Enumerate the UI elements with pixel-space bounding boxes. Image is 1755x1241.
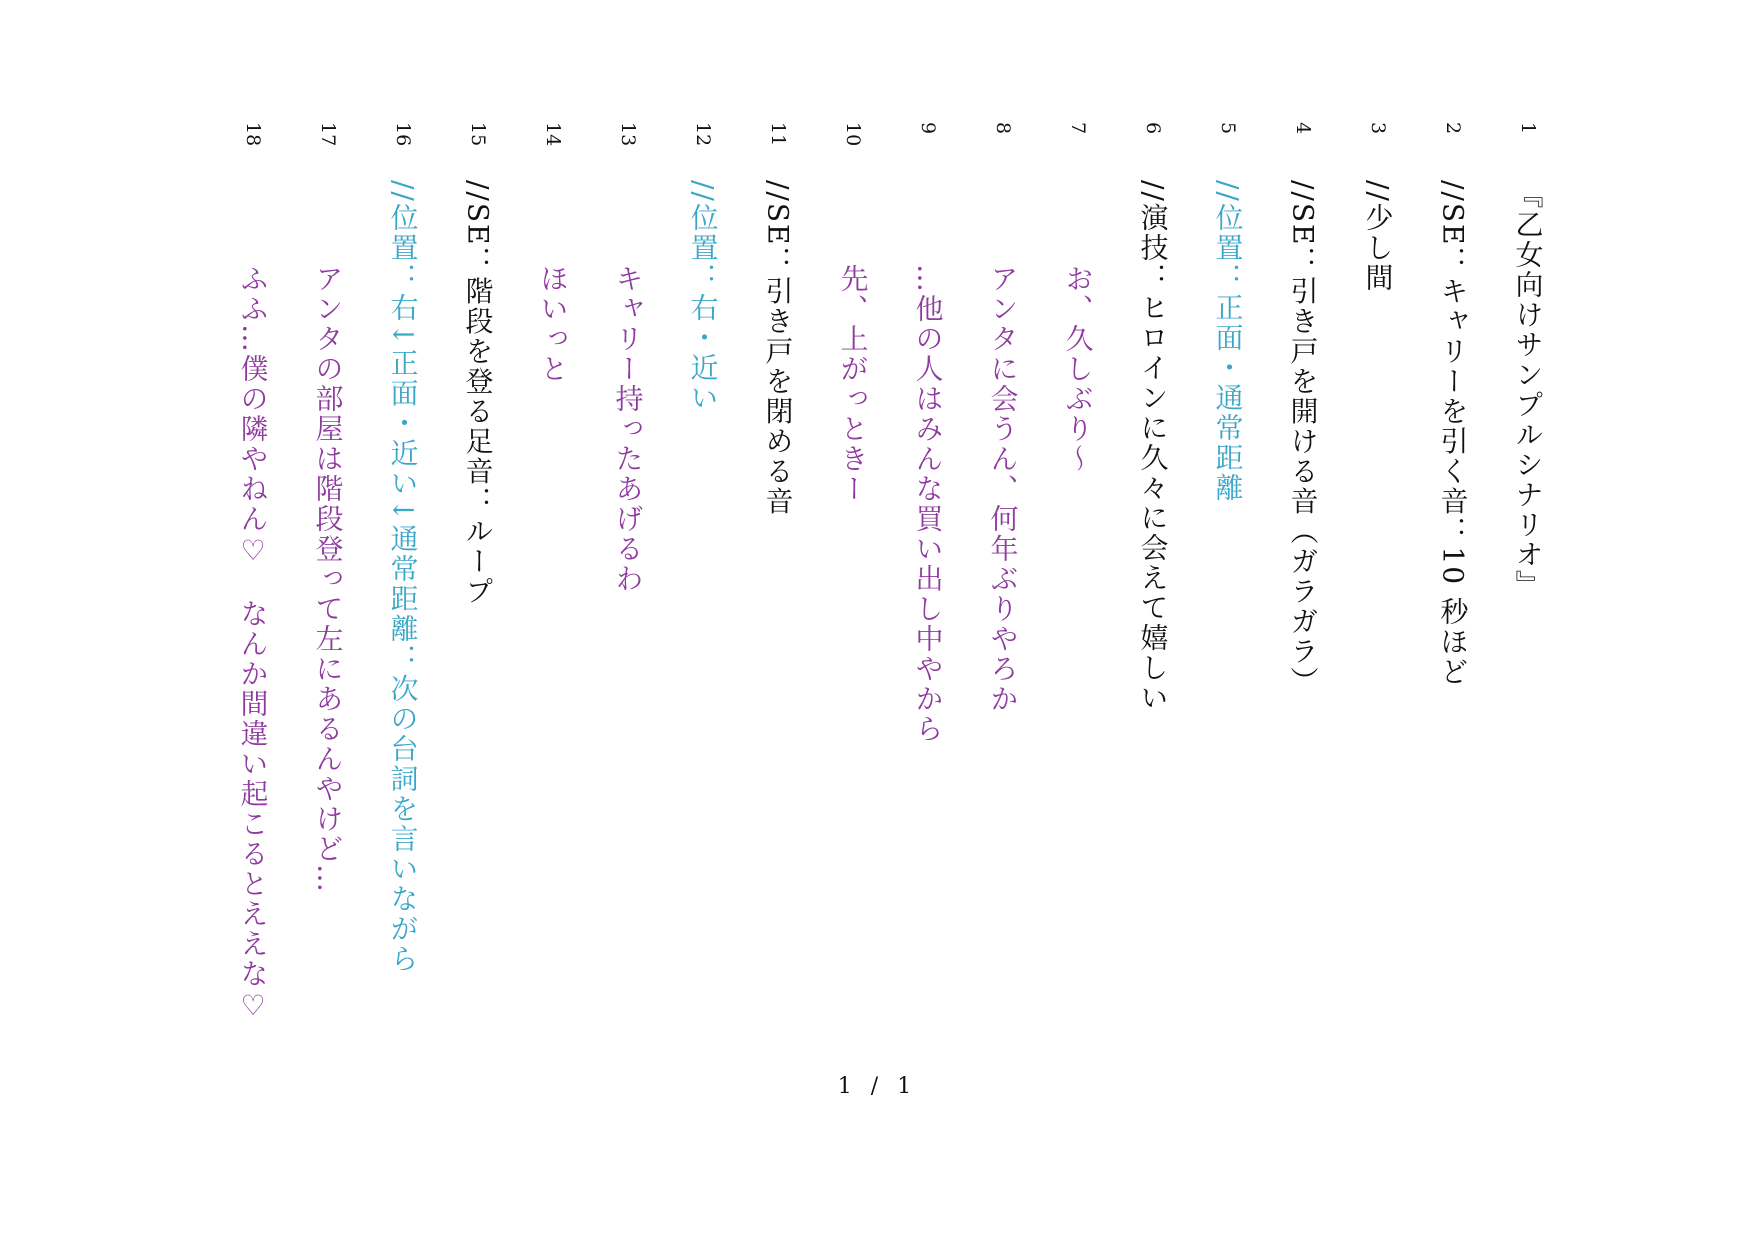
script-line	[290, 122, 365, 1022]
line-number: 14	[542, 122, 564, 147]
dialogue-text: ほいっと	[536, 264, 570, 384]
script-line	[215, 122, 290, 1022]
line-number: 12	[692, 122, 714, 147]
stage-direction: //少し間	[1361, 180, 1395, 293]
line-number: 5	[1217, 122, 1239, 135]
stage-direction: 『乙女向けサンプルシナリオ』	[1511, 180, 1545, 600]
line-number: 16	[392, 122, 414, 147]
dialogue-text: ふふ…僕の隣やねん♡ なんか間違い起こるとええな♡	[236, 264, 270, 1024]
script-line	[590, 122, 665, 1022]
stage-direction: //SE：階段を登る足音：ループ	[461, 180, 495, 607]
line-number: 6	[1142, 122, 1164, 135]
script-line	[965, 122, 1040, 1022]
script-line	[365, 122, 440, 1022]
script-line	[1415, 122, 1490, 1022]
line-number: 2	[1442, 122, 1464, 135]
script-line	[1190, 122, 1265, 1022]
dialogue-text: 先、上がっときー	[836, 264, 870, 504]
position-note: //位置：正面・通常距離	[1211, 180, 1245, 503]
script-line	[1115, 122, 1190, 1022]
dialogue-text: アンタの部屋は階段登って左にあるんやけど…	[311, 264, 345, 894]
dialogue-text: お、久しぶり～	[1061, 264, 1095, 474]
line-number: 9	[917, 122, 939, 135]
script-line	[1265, 122, 1340, 1022]
stage-direction: //SE：引き戸を閉める音	[761, 180, 795, 517]
line-number: 17	[317, 122, 339, 147]
scenario-script	[215, 122, 1565, 1022]
line-number: 3	[1367, 122, 1389, 135]
stage-direction: //SE：引き戸を開ける音（ガラガラ）	[1286, 180, 1320, 697]
script-line	[1340, 122, 1415, 1022]
stage-direction: //SE：キャリーを引く音：10 秒ほど	[1436, 180, 1470, 688]
script-line	[1490, 122, 1565, 1022]
script-line	[890, 122, 965, 1022]
script-line	[665, 122, 740, 1022]
line-number: 4	[1292, 122, 1314, 135]
script-line	[440, 122, 515, 1022]
script-line	[740, 122, 815, 1022]
page-number: 1 / 1	[837, 1074, 918, 1099]
position-note: //位置：右↓正面・近い↓通常距離：次の台詞を言いながら	[386, 180, 420, 974]
script-line	[515, 122, 590, 1022]
dialogue-text: アンタに会うん、何年ぶりやろか	[986, 264, 1020, 714]
line-number: 18	[242, 122, 264, 147]
line-number: 11	[767, 122, 789, 147]
line-number: 8	[992, 122, 1014, 135]
script-line	[815, 122, 890, 1022]
line-number: 7	[1067, 122, 1089, 135]
line-number: 15	[467, 122, 489, 147]
position-note: //位置：右・近い	[686, 180, 720, 413]
line-number: 1	[1517, 122, 1539, 135]
line-number: 10	[842, 122, 864, 147]
dialogue-text: キャリー持ったあげるわ	[611, 264, 645, 594]
script-line	[1040, 122, 1115, 1022]
stage-direction: //演技：ヒロインに久々に会えて嬉しい	[1136, 180, 1170, 713]
dialogue-text: …他の人はみんな買い出し中やから	[911, 264, 945, 744]
line-number: 13	[617, 122, 639, 147]
